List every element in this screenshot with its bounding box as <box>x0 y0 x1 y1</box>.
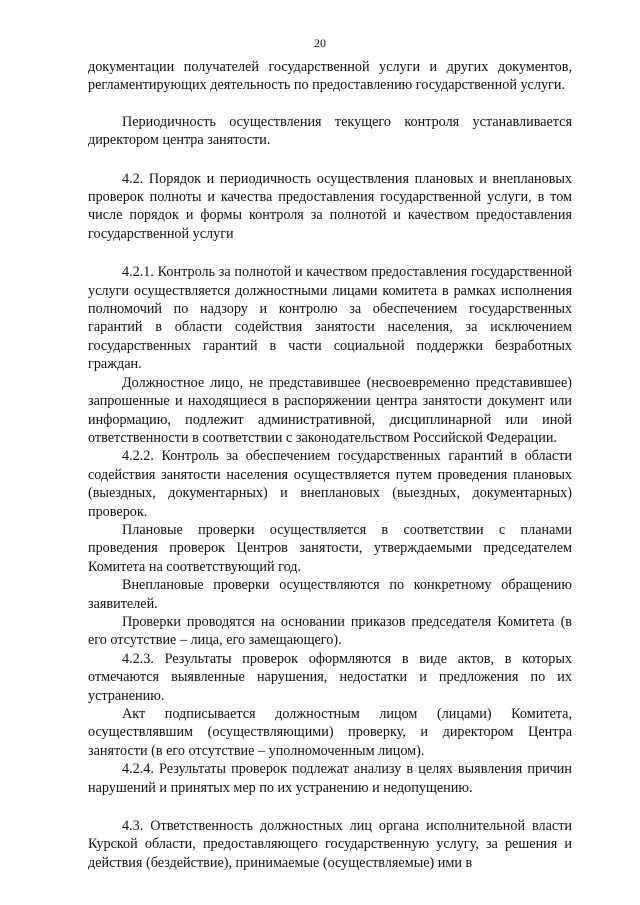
paragraph-inspection-orders: Проверки проводятся на основании приказов председателя Комитета (в его отсутствие – лица, его замещающего). <box>88 613 572 649</box>
paragraph-4-2-4: 4.2.4. Результаты проверок подлежат анализу в целях выявления причин нарушений и принятых мер по их устранению и недопущению. <box>88 761 572 796</box>
paragraph-act-signing: Акт подписывается должностным лицом (лицами) Комитета, осуществлявшим (осуществляющими) проверку, и директором Центра занятости (в его отсутствие – уполномоченным лицом). <box>88 706 572 759</box>
paragraph-continuation: документации получателей государственной услуги и других документов, регламентирующих деятельность по предоставлению государственной услуги. <box>88 59 572 94</box>
paragraph-4-2-2: 4.2.2. Контроль за обеспечением государственных гарантий в области содействия занятости населения осуществляется путем проведения плановых (выездных, документарных) и внеплановых (выездных, документарных) проверок. <box>88 448 572 520</box>
paragraph-4-2-1: 4.2.1. Контроль за полнотой и качеством предоставления государственной услуги осуществляется должностными лицами комитета в рамках исполнения полномочий по надзору и контролю за обеспечением государственных гарантий в области содействия занятости населения, за исключением государственных гарантий в части социальной поддержки безработных граждан. <box>88 264 572 373</box>
paragraph-official-responsibility: Должностное лицо, не представившее (несвоевременно представившее) запрошенные и находящиеся в распоряжении центра занятости документ или информацию, подлежит административной, дисциплинарной или иной ответственности в соответствии с законодательством Российской Федерации. <box>88 374 572 446</box>
section-heading-4-3: 4.3. Ответственность должностных лиц органа исполнительной власти Курской области, предоставляющего государственную услугу, за решения и действия (бездействие), принимаемые (осуществляемые) ими в <box>88 818 572 871</box>
page-number: 20 <box>314 36 326 50</box>
section-heading-4-2: 4.2. Порядок и периодичность осуществления плановых и внеплановых проверок полноты и качества предоставления государственной услуги, в том числе порядок и формы контроля за полнотой и качеством предоставления государственной услуги <box>88 170 572 242</box>
paragraph-unplanned-inspections: Внеплановые проверки осуществляются по конкретному обращению заявителей. <box>88 577 572 612</box>
document-body <box>88 58 572 872</box>
paragraph-planned-inspections: Плановые проверки осуществляется в соответствии с планами проведения проверок Центров занятости, утверждаемыми председателем Комитета на соответствующий год. <box>88 521 572 575</box>
paragraph-periodicity: Периодичность осуществления текущего контроля устанавливается директором центра занятости. <box>88 113 572 149</box>
paragraph-4-2-3: 4.2.3. Результаты проверок оформляются в виде актов, в которых отмечаются выявленные нарушения, недостатки и предложения по их устранению. <box>88 650 572 704</box>
